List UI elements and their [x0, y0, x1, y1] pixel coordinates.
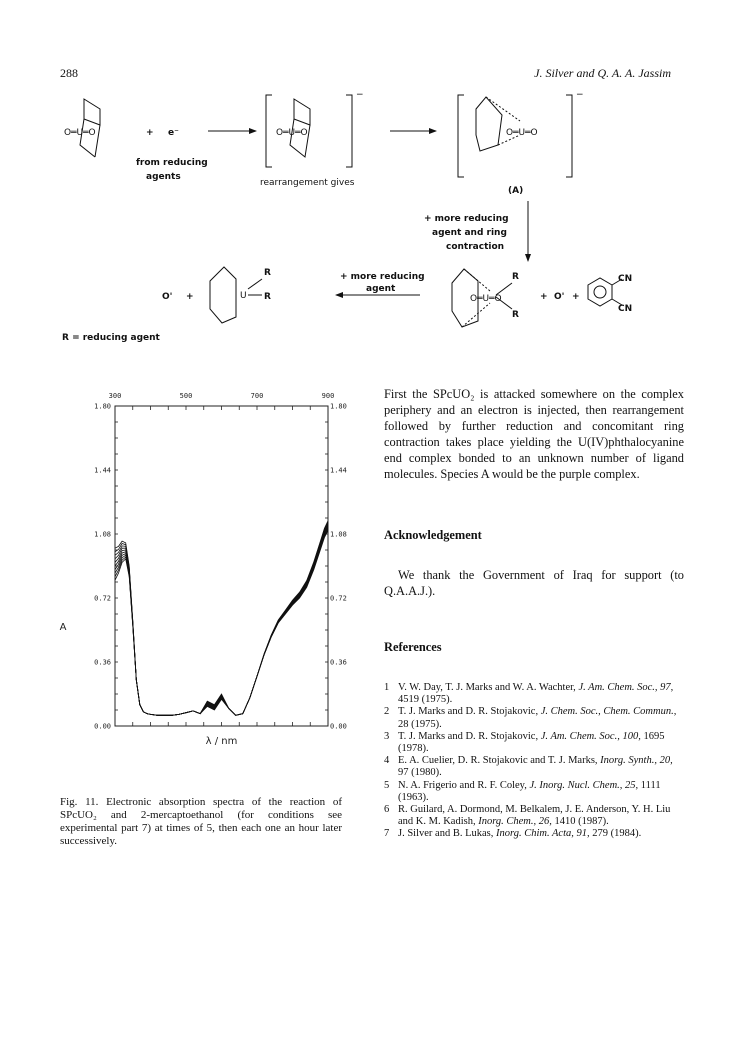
electron-label: e⁻: [168, 128, 179, 138]
reference-item: [384, 828, 684, 840]
reference-number: 7: [384, 828, 390, 840]
y-tick-label-left: 0.00: [94, 722, 111, 731]
reference-journal: J. Am. Chem. Soc., 97,: [578, 682, 674, 693]
cn-top: CN: [618, 274, 633, 284]
spectrum-series-line: [115, 530, 328, 715]
spectrum-series-line: [115, 521, 328, 716]
reference-journal: Inorg. Chem., 26,: [478, 816, 552, 828]
reference-authors: R. Guilard, A. Dormond, M. Belkalem, J. E. Anderson, Y. H. Liu and K. M. Kadish,: [398, 804, 671, 828]
y-tick-label-right: 0.36: [330, 658, 347, 667]
reference-number: 4: [384, 755, 390, 767]
reference-details: 4519 (1975).: [398, 694, 453, 706]
x-tick-label: 500: [179, 392, 193, 400]
reference-item: [384, 706, 684, 730]
step3-line1: + more reducing: [340, 272, 425, 282]
reference-authors: E. A. Cuelier, D. R. Stojakovic and T. J. Marks,: [398, 755, 601, 767]
page-number: 288: [60, 66, 78, 80]
rearrangement-label: rearrangement gives: [260, 178, 355, 188]
species-a-label: (A): [508, 186, 524, 196]
spectrum-series-line: [115, 525, 328, 715]
spectrum-series-line: [115, 523, 328, 715]
x-tick-label: 700: [250, 392, 264, 400]
from-reducing-label: from reducing: [136, 158, 208, 168]
cn-bottom: CN: [618, 304, 633, 314]
plus-sign: +: [146, 128, 154, 138]
spectrum-series-line: [115, 522, 328, 715]
spectrum-series-line: [115, 529, 328, 715]
reference-journal: J. Inorg. Nucl. Chem., 25,: [529, 779, 639, 791]
reference-details: 97 (1980).: [398, 767, 442, 779]
y-tick-label-left: 0.72: [94, 594, 111, 603]
reference-authors: T. J. Marks and D. R. Stojakovic,: [398, 730, 541, 742]
anion-uo2-label: O═U═O: [276, 128, 308, 138]
reference-list: [384, 682, 684, 841]
y-tick-label-right: 0.72: [330, 594, 347, 603]
species-a-uo-label: O═U═O: [506, 128, 538, 138]
reference-number: 5: [384, 779, 390, 791]
body-paragraph: First the SPcUO₂ is attacked somewhere on the complex periphery and an electron is injected, then rearrangement followed by further reduction and concomitant ring contraction takes place yielding the U(IV)phthalocyanine end complex bonded to an unknown number of ligand molecules. Species A would be the purple complex.: [384, 387, 684, 481]
y-tick-label-left: 0.36: [94, 658, 111, 667]
r-bottom-right: R: [512, 310, 519, 320]
spectrum-series-line: [115, 528, 328, 715]
uo2-label: O═U═O: [64, 128, 96, 138]
reference-details: 1695 (1978).: [398, 730, 665, 755]
step2-line2: agent and ring: [432, 228, 507, 238]
reference-item: [384, 804, 684, 828]
plot-frame: [115, 406, 328, 726]
x-tick-label: 300: [108, 392, 122, 400]
spectrum-series-line: [115, 524, 328, 715]
uiv-label: O═U═O: [470, 294, 502, 304]
y-tick-label-left: 1.08: [94, 530, 111, 539]
o-dot-left: O': [162, 292, 173, 302]
r-top-right: R: [512, 272, 519, 282]
y-tick-label-right: 0.00: [330, 722, 347, 731]
reference-details: 279 (1984).: [589, 828, 642, 840]
reference-journal: J. Chem. Soc., Chem. Commun.,: [540, 706, 677, 718]
reference-journal: Inorg. Chim. Acta, 91,: [496, 828, 590, 840]
acknowledgement-text: We thank the Government of Iraq for support (to Q.A.A.J.).: [384, 568, 684, 598]
reference-authors: J. Silver and B. Lukas,: [398, 828, 496, 840]
spectrum-series-line: [115, 527, 328, 715]
reaction-scheme: [0, 85, 737, 355]
plus-3: +: [540, 292, 548, 302]
r-left-top: R: [264, 268, 271, 278]
reference-number: 3: [384, 730, 390, 742]
absorption-spectrum-chart: [55, 382, 355, 782]
figure-caption: Fig. 11. Electronic absorption spectra of the reaction of SPcUO₂ and 2-mercaptoethanol (for conditions see experimental part 7) at times of 5, then each one an hour later successively.: [60, 796, 342, 847]
u-r2-drawing: [210, 267, 262, 323]
reference-authors: T. J. Marks and D. R. Stojakovic,: [398, 706, 541, 718]
y-axis-label: A: [59, 622, 67, 633]
dicyanobenzene-drawing: [588, 278, 622, 306]
reference-journal: J. Am. Chem. Soc., 100,: [540, 730, 641, 742]
step2-line1: + more reducing: [424, 214, 509, 224]
reference-journal: Inorg. Synth., 20,: [600, 755, 673, 767]
r-legend: R = reducing agent: [62, 333, 160, 343]
running-head: J. Silver and Q. A. A. Jassim: [534, 66, 671, 80]
y-tick-label-right: 1.44: [330, 466, 347, 475]
r-left-mid: R: [264, 292, 271, 302]
acknowledgement-heading: Acknowledgement: [384, 528, 482, 542]
y-tick-label-left: 1.44: [94, 466, 111, 475]
reference-authors: V. W. Day, T. J. Marks and W. A. Wachter,: [398, 682, 579, 693]
y-tick-label-right: 1.80: [330, 402, 347, 411]
y-tick-label-left: 1.80: [94, 402, 111, 411]
species-a-charge: −: [576, 90, 584, 100]
plus-4: +: [572, 292, 580, 302]
reference-item: [384, 731, 684, 755]
reference-item: [384, 682, 684, 706]
reference-details: 1111 (1963).: [398, 779, 661, 803]
x-tick-label: 900: [321, 392, 335, 400]
reference-number: 6: [384, 804, 390, 816]
agents-label: agents: [146, 172, 181, 182]
reference-item: [384, 755, 684, 779]
u-label: U: [240, 291, 247, 301]
reference-details: 1410 (1987).: [551, 816, 609, 828]
y-tick-label-right: 1.08: [330, 530, 347, 539]
spectrum-series-line: [115, 526, 328, 715]
reference-item: [384, 780, 684, 804]
o-dot-right: O': [554, 292, 565, 302]
plus-5: +: [186, 292, 194, 302]
anion-charge: −: [356, 90, 364, 100]
reference-number: 2: [384, 706, 390, 718]
references-heading: References: [384, 640, 442, 654]
reference-number: 1: [384, 682, 390, 693]
step2-line3: contraction: [446, 242, 505, 252]
reference-details: 28 (1975).: [398, 718, 442, 730]
x-axis-label: λ / nm: [205, 736, 238, 747]
step3-line2: agent: [366, 284, 396, 294]
reference-authors: N. A. Frigerio and R. F. Coley,: [398, 779, 530, 791]
